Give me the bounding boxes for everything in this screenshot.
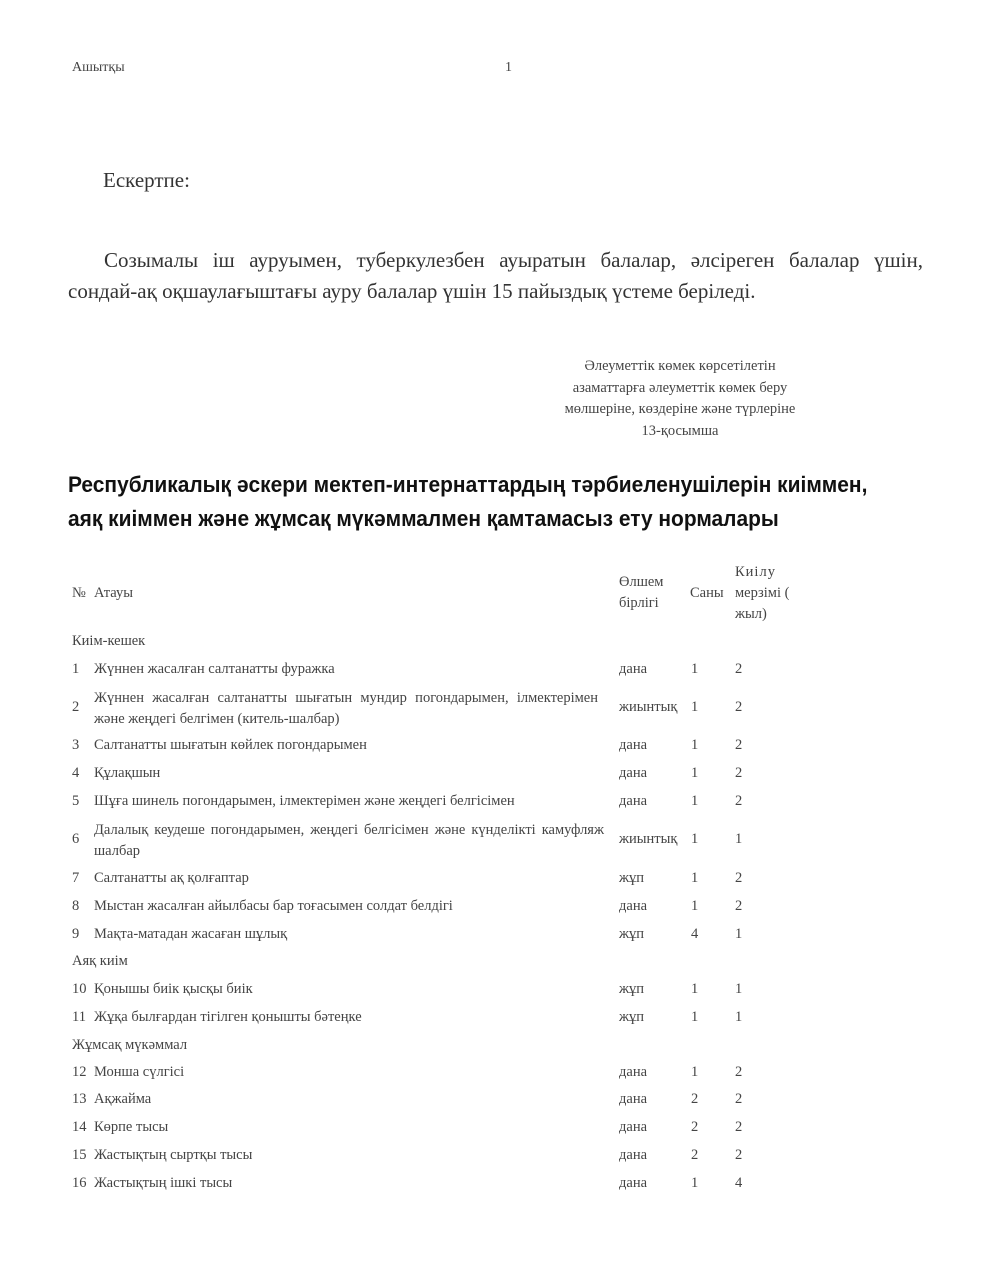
row-name: Жүннен жасалған салтанатты шығатын мундир погондарымен, ілмектерімен және жеңдегі белгімен (китель-шалбар) xyxy=(94,690,598,727)
row-term: 2 xyxy=(735,699,743,715)
page-number: 1 xyxy=(505,60,512,75)
row-qty: 1 xyxy=(691,898,699,914)
row-name: Қонышы биік қысқы биік xyxy=(94,981,253,997)
row-qty: 2 xyxy=(691,1091,699,1107)
row-unit: дана xyxy=(619,793,648,809)
row-term: 2 xyxy=(735,765,743,781)
row-name: Мақта-матадан жасаған шұлық xyxy=(94,926,288,942)
row-qty: 1 xyxy=(691,870,699,886)
note-title: Ескертпе: xyxy=(103,168,190,192)
row-qty: 1 xyxy=(691,831,699,847)
row-term: 2 xyxy=(735,1064,743,1080)
row-term: 1 xyxy=(735,831,743,847)
row-term: 2 xyxy=(735,1147,743,1163)
row-unit: жиынтық xyxy=(619,699,678,715)
row-num: 7 xyxy=(72,870,80,886)
row-qty: 2 xyxy=(691,1119,699,1135)
header-qty: Саны xyxy=(690,585,724,601)
row-name: Құлақшын xyxy=(94,765,161,781)
row-name: Жастықтың ішкі тысы xyxy=(94,1175,233,1191)
annex-number: 13-қосымша xyxy=(641,422,719,439)
section-title: Жұмсақ мүкәммал xyxy=(72,1037,188,1053)
row-num: 13 xyxy=(72,1091,87,1107)
row-term: 1 xyxy=(735,981,743,997)
row-unit: дана xyxy=(619,898,648,914)
row-name: Салтанатты шығатын көйлек погондарымен xyxy=(94,737,367,753)
row-term: 2 xyxy=(735,1091,743,1107)
row-name: Мыстан жасалған айылбасы бар тоғасымен солдат белдігі xyxy=(94,898,453,914)
header-term xyxy=(735,562,789,625)
row-unit: дана xyxy=(619,1175,648,1191)
row-qty: 1 xyxy=(691,699,699,715)
row-num: 4 xyxy=(72,765,80,781)
document-title: Республикалық әскери мектеп-интернаттардың тәрбиеленушілерін киіммен, аяқ киіммен және жұмсақ мүкәммалмен қамтамасыз ету нормалары xyxy=(68,472,868,531)
row-qty: 1 xyxy=(691,661,699,677)
row-qty: 1 xyxy=(691,1175,699,1191)
row-num: 10 xyxy=(72,981,87,997)
header-unit-line: Өлшем xyxy=(619,574,664,590)
row-qty: 2 xyxy=(691,1147,699,1163)
row-term: 2 xyxy=(735,793,743,809)
header-term-line: Киілу xyxy=(735,564,776,580)
row-num: 1 xyxy=(72,661,80,677)
row-term: 2 xyxy=(735,1119,743,1135)
row-unit: дана xyxy=(619,1091,648,1107)
row-term: 2 xyxy=(735,898,743,914)
row-unit: жиынтық xyxy=(619,831,678,847)
row-unit: дана xyxy=(619,1119,648,1135)
row-unit: жұп xyxy=(619,870,645,886)
header-term-line: жыл) xyxy=(735,606,767,622)
row-qty: 1 xyxy=(691,1064,699,1080)
annex-block xyxy=(540,356,820,442)
row-term: 2 xyxy=(735,661,743,677)
row-unit: дана xyxy=(619,765,648,781)
row-unit: дана xyxy=(619,1064,648,1080)
row-name: Далалық кеудеше погондарымен, жеңдегі белгісімен және күнделікті камуфляж шалбар xyxy=(94,822,604,859)
row-num: 15 xyxy=(72,1147,87,1163)
row-name: Монша сүлгісі xyxy=(94,1064,185,1080)
annex-line: Әлеуметтік көмек көрсетілетін xyxy=(584,358,776,374)
header-name: Атауы xyxy=(94,585,133,601)
row-num: 16 xyxy=(72,1175,87,1191)
row-qty: 1 xyxy=(691,793,699,809)
annex-line: мөлшеріне, көздеріне және түрлеріне xyxy=(564,401,796,417)
row-num: 3 xyxy=(72,737,80,753)
row-term: 1 xyxy=(735,926,743,942)
row-unit: жұп xyxy=(619,981,645,997)
row-qty: 1 xyxy=(691,765,699,781)
row-name: Ақжайма xyxy=(94,1091,152,1107)
header-unit xyxy=(619,572,663,614)
row-unit: дана xyxy=(619,661,648,677)
row-num: 11 xyxy=(72,1009,86,1025)
row-name: Салтанатты ақ қолғаптар xyxy=(94,870,249,886)
row-name: Көрпе тысы xyxy=(94,1119,169,1135)
row-num: 9 xyxy=(72,926,80,942)
row-name: Шұға шинель погондарымен, ілмектерімен және жеңдегі белгісімен xyxy=(94,793,515,809)
row-name: Жастықтың сыртқы тысы xyxy=(94,1147,253,1163)
row-qty: 4 xyxy=(691,926,699,942)
row-unit: дана xyxy=(619,737,648,753)
row-term: 2 xyxy=(735,737,743,753)
row-num: 5 xyxy=(72,793,80,809)
row-qty: 1 xyxy=(691,981,699,997)
row-term: 2 xyxy=(735,870,743,886)
row-qty: 1 xyxy=(691,1009,699,1025)
annex-line: азаматтарға әлеуметтік көмек беру xyxy=(572,379,788,396)
header-unit-line: бірлігі xyxy=(619,595,659,611)
row-unit: дана xyxy=(619,1147,648,1163)
row-num: 8 xyxy=(72,898,80,914)
row-num: 6 xyxy=(72,831,80,847)
section-title: Киім-кешек xyxy=(72,633,146,649)
row-num: 14 xyxy=(72,1119,87,1135)
row-qty: 1 xyxy=(691,737,699,753)
header-num: № xyxy=(72,585,86,601)
note-body: Созымалы іш ауруымен, туберкулезбен ауыратын балалар, әлсіреген балалар үшін, сондай-ақ оқшаулағыштағы ауру балалар үшін 15 пайыздық үстеме беріледі. xyxy=(68,248,923,303)
row-name: Жүннен жасалған салтанатты фуражка xyxy=(94,661,335,677)
row-num: 2 xyxy=(72,699,80,715)
row-term: 4 xyxy=(735,1175,743,1191)
section-title: Аяқ киім xyxy=(72,953,128,969)
row-unit: жұп xyxy=(619,1009,645,1025)
row-unit: жұп xyxy=(619,926,645,942)
header-term-line: мерзімі ( xyxy=(735,585,790,601)
row-name: Жұқа былғардан тігілген қонышты бәтеңке xyxy=(94,1009,362,1025)
row-num: 12 xyxy=(72,1064,87,1080)
row-term: 1 xyxy=(735,1009,743,1025)
header-left-text: Ашытқы xyxy=(72,60,125,75)
